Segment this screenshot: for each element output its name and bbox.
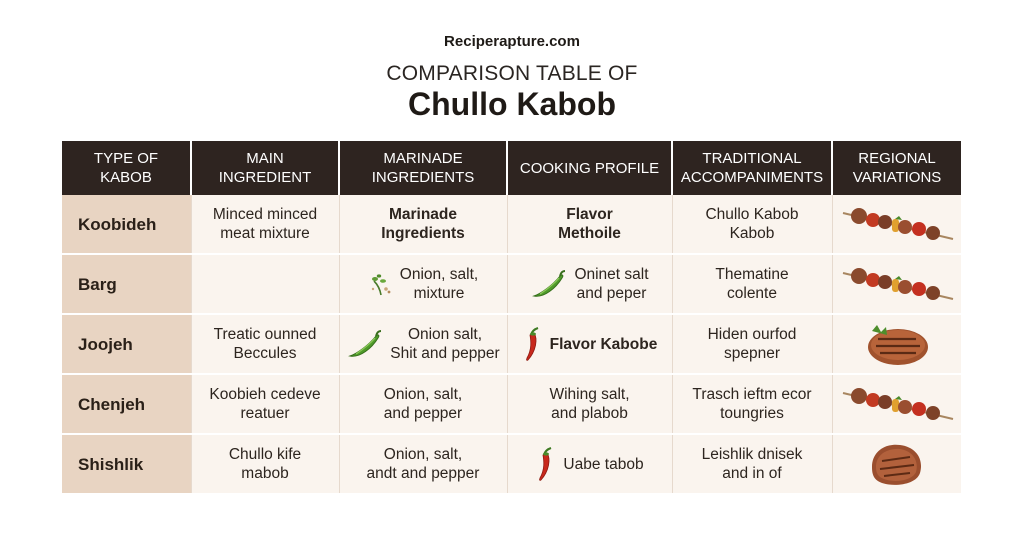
skewer-icon xyxy=(837,379,957,429)
page-title-line-1: COMPARISON TABLE OF xyxy=(386,62,638,85)
skewer-icon xyxy=(837,259,957,309)
patty-icon xyxy=(862,319,932,369)
main-ingredient-cell: Minced minced meat mixture xyxy=(191,195,339,254)
accompaniments-cell: Hiden ourfod spepner xyxy=(672,314,832,374)
accompaniments-cell: Trasch ieftm ecor toungries xyxy=(672,374,832,434)
cooking-profile-cell: Uabe tabob xyxy=(507,434,672,494)
column-header-cooking-profile: COOKING PROFILE xyxy=(507,141,672,195)
skewer-icon xyxy=(837,199,957,249)
accompaniments-cell: Chullo Kabob Kabob xyxy=(672,195,832,254)
steak-icon xyxy=(864,437,930,491)
regional-variation-cell xyxy=(832,195,961,254)
cooking-profile-cell: Flavor Kabobe xyxy=(507,314,672,374)
table-header-row xyxy=(62,141,961,195)
regional-variation-cell xyxy=(832,254,961,314)
site-name: Reciperapture.com xyxy=(444,33,580,50)
accompaniments-cell: Leishlik dnisek and in of xyxy=(672,434,832,494)
page-title-line-2: Chullo Kabob xyxy=(408,86,616,122)
marinade-cell: Onion, salt, andt and pepper xyxy=(339,434,507,494)
table-row xyxy=(62,434,961,494)
marinade-cell: Onion salt, Shit and pepper xyxy=(339,314,507,374)
kabob-type: Shishlik xyxy=(62,434,191,494)
regional-variation-cell xyxy=(832,434,961,494)
column-header-type: TYPE OF KABOB xyxy=(62,141,191,195)
column-header-marinade: MARINADE INGREDIENTS xyxy=(339,141,507,195)
table-row xyxy=(62,254,961,314)
main-ingredient-cell: Treatic ounned Beccules xyxy=(191,314,339,374)
column-header-accompaniments: TRADITIONAL ACCOMPANIMENTS xyxy=(672,141,832,195)
cooking-profile-cell: Flavor Methoile xyxy=(507,195,672,254)
column-header-main-ingredient: MAIN INGREDIENT xyxy=(191,141,339,195)
main-ingredient-cell: Chullo kife mabob xyxy=(191,434,339,494)
kabob-type: Koobideh xyxy=(62,195,191,254)
column-header-regional: REGIONAL VARIATIONS xyxy=(832,141,961,195)
cooking-profile-cell: Wihing salt, and plabob xyxy=(507,374,672,434)
main-ingredient-cell: Koobieh cedeve reatuer xyxy=(191,374,339,434)
marinade-cell: Marinade Ingredients xyxy=(339,195,507,254)
main-ingredient-cell xyxy=(191,254,339,314)
regional-variation-cell xyxy=(832,374,961,434)
marinade-cell: Onion, salt, and pepper xyxy=(339,374,507,434)
green-pepper-icon xyxy=(346,328,384,360)
herb-icon xyxy=(368,271,394,297)
accompaniments-cell: Thematine colente xyxy=(672,254,832,314)
kabob-type: Joojeh xyxy=(62,314,191,374)
regional-variation-cell xyxy=(832,314,961,374)
chili-icon xyxy=(522,325,544,363)
comparison-table xyxy=(62,141,961,495)
table-row xyxy=(62,195,961,254)
marinade-cell: Onion, salt, mixture xyxy=(339,254,507,314)
cooking-profile-cell: Oninet salt and peper xyxy=(507,254,672,314)
table-row xyxy=(62,314,961,374)
table-row xyxy=(62,374,961,434)
green-pepper-icon xyxy=(530,268,568,300)
chili-icon xyxy=(535,445,557,483)
kabob-type: Chenjeh xyxy=(62,374,191,434)
kabob-type: Barg xyxy=(62,254,191,314)
